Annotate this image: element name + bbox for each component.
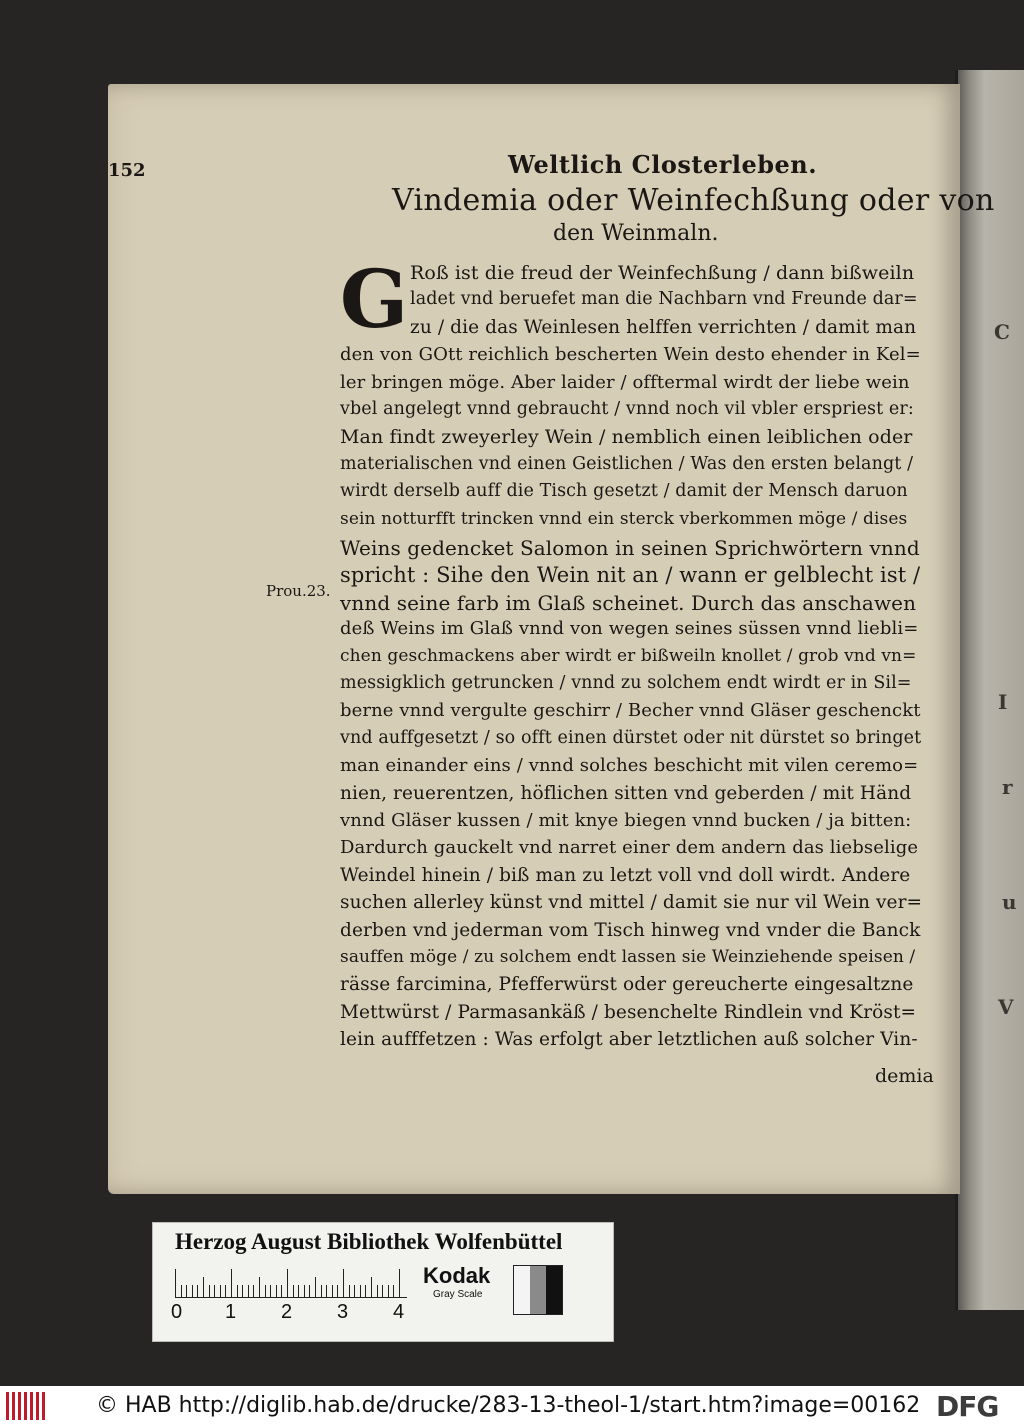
body-line: Mettwürst / Parmasankäß / besenchelte Rindlein vnd Kröst= <box>340 1001 917 1023</box>
ruler-tick <box>287 1269 288 1297</box>
ruler-tick <box>321 1285 322 1297</box>
ruler-number: 4 <box>393 1301 405 1323</box>
page-number: 152 <box>108 160 146 181</box>
ruler-tick <box>259 1277 260 1297</box>
ruler-tick <box>388 1285 389 1297</box>
body-line: Man findt zweyerley Wein / nemblich einen leiblichen oder <box>340 426 913 449</box>
body-line: zu / die das Weinlesen helffen verrichten / damit man <box>410 316 917 338</box>
ruler-tick <box>399 1269 400 1297</box>
facing-page-fragment: C <box>994 320 1010 344</box>
ruler-tick <box>293 1285 294 1297</box>
facing-page-edge <box>958 70 1024 1310</box>
chapter-heading-continuation: den Weinmaln. <box>553 221 719 246</box>
ruler-tick <box>203 1277 204 1297</box>
ruler-tick <box>365 1285 366 1297</box>
ruler-tick <box>332 1285 333 1297</box>
catchword: demia <box>875 1065 934 1087</box>
library-name: Herzog August Bibliothek Wolfenbüttel <box>175 1229 563 1254</box>
ruler-tick <box>337 1285 338 1297</box>
body-line: rässe farcimina, Pfefferwürst oder gereucherte eingesaltzne <box>340 974 914 996</box>
body-line: sein notturfft trincken vnnd ein sterck vberkommen möge / dises <box>340 508 908 529</box>
gray-patch <box>546 1266 562 1314</box>
body-line: ler bringen möge. Aber laider / offtermal wirdt der liebe wein <box>340 371 910 393</box>
ruler-number: 0 <box>171 1301 183 1323</box>
ruler-tick <box>231 1269 232 1297</box>
body-line: vnnd Gläser kussen / mit knye biegen vnnd bucken / ja bitten: <box>340 810 912 831</box>
ruler-tick <box>192 1285 193 1297</box>
body-line: derben vnd jederman vom Tisch hinweg vnd vnder die Banck <box>340 919 921 941</box>
kodak-logo: Kodak <box>423 1263 491 1288</box>
body-line: Weins gedencket Salomon in seinen Sprichwörtern vnnd <box>340 536 920 560</box>
ruler-tick <box>371 1277 372 1297</box>
ruler-tick <box>393 1285 394 1297</box>
ruler-tick <box>343 1269 344 1297</box>
ruler-tick <box>276 1285 277 1297</box>
ruler-tick <box>315 1277 316 1297</box>
ruler-tick <box>197 1285 198 1297</box>
ruler-tick <box>253 1285 254 1297</box>
body-line: vnd auffgesetzt / so offt einen dürstet oder nit dürstet so bringet <box>340 727 922 748</box>
facing-page-fragment: u <box>1002 890 1017 914</box>
ruler-tick <box>298 1285 299 1297</box>
kodak-gray-scale-label: Gray Scale <box>433 1289 483 1300</box>
ruler-tick <box>360 1285 361 1297</box>
measuring-ruler <box>175 1267 407 1298</box>
body-line: Dardurch gauckelt vnd narret einer dem andern das liebselige <box>340 837 919 859</box>
ruler-tick <box>382 1285 383 1297</box>
body-line: spricht : Sihe den Wein nit an / wann er gelblecht ist / <box>340 563 921 588</box>
ruler-number: 2 <box>281 1301 293 1323</box>
body-line: deß Weins im Glaß vnnd von wegen seines süssen vnnd liebli= <box>340 618 919 640</box>
ruler-tick <box>270 1285 271 1297</box>
margin-note: Prou.23. <box>266 582 331 600</box>
facing-page-fragment: I <box>998 690 1008 714</box>
body-line: vnnd seine farb im Glaß scheinet. Durch das anschawen <box>340 590 917 615</box>
ruler-tick <box>237 1285 238 1297</box>
ruler-tick <box>181 1285 182 1297</box>
ruler-tick <box>220 1285 221 1297</box>
ruler-tick <box>214 1285 215 1297</box>
body-line: suchen allerley künst vnd mittel / damit sie nur vil Wein ver= <box>340 892 923 914</box>
copyright-url[interactable]: © HAB http://diglib.hab.de/drucke/283-13-theol-1/start.htm?image=00162 <box>96 1393 921 1418</box>
ruler-tick <box>326 1285 327 1297</box>
body-line: berne vnnd vergulte geschirr / Becher vnnd Gläser geschenckt <box>340 700 921 722</box>
ruler-tick <box>265 1285 266 1297</box>
ruler-number: 1 <box>225 1301 237 1323</box>
body-line: materialischen vnd einen Geistlichen / Was den ersten belangt / <box>340 453 914 474</box>
body-line: nien, reuerentzen, höflichen sitten vnd geberden / mit Händ <box>340 782 912 804</box>
ruler-tick <box>209 1285 210 1297</box>
body-line: Weindel hinein / biß man zu letzt voll vnd doll wirdt. Andere <box>340 864 911 886</box>
ruler-tick <box>186 1285 187 1297</box>
ruler-tick <box>248 1285 249 1297</box>
body-line: messigklich getruncken / vnnd zu solchem endt wirdt er in Sil= <box>340 673 912 693</box>
body-line: wirdt derselb auff die Tisch gesetzt / damit der Mensch daruon <box>340 481 908 502</box>
facing-page-fragment: r <box>1002 775 1013 799</box>
body-line: vbel angelegt vnnd gebraucht / vnnd noch vil vbler erspriest er: <box>340 399 914 419</box>
gray-patch <box>530 1266 546 1314</box>
ruler-tick <box>281 1285 282 1297</box>
hab-logo-icon <box>6 1392 48 1420</box>
decorated-initial: G <box>339 252 409 346</box>
gray-patch <box>514 1266 530 1314</box>
library-label-strip <box>152 1222 614 1342</box>
chapter-heading: Vindemia oder Weinfechßung oder von <box>392 183 995 218</box>
ruler-number: 3 <box>337 1301 349 1323</box>
ruler-tick <box>242 1285 243 1297</box>
ruler-tick <box>304 1285 305 1297</box>
ruler-tick <box>354 1285 355 1297</box>
body-line: sauffen möge / zu solchem endt lassen sie Weinziehende speisen / <box>340 947 916 967</box>
facing-page-fragment: V <box>998 995 1014 1019</box>
body-line: lein aufffetzen : Was erfolgt aber letztlichen auß solcher Vin- <box>340 1029 918 1051</box>
body-line: den von GOtt reichlich bescherten Wein desto ehender in Kel= <box>340 344 921 366</box>
body-line: Roß ist die freud der Weinfechßung / dann bißweiln <box>410 262 915 284</box>
ruler-tick <box>225 1285 226 1297</box>
dfg-logo: DFG <box>936 1390 999 1423</box>
ruler-tick <box>377 1285 378 1297</box>
running-head: Weltlich Closterleben. <box>508 150 818 179</box>
ruler-tick <box>309 1285 310 1297</box>
gray-scale-patches <box>513 1265 563 1315</box>
body-line: ladet vnd beruefet man die Nachbarn vnd Freunde dar= <box>410 289 918 310</box>
ruler-tick <box>175 1269 176 1297</box>
body-line: chen geschmackens aber wirdt er bißweiln knollet / grob vnd vn= <box>340 645 917 666</box>
copyright-footer <box>0 1386 1024 1425</box>
ruler-tick <box>349 1285 350 1297</box>
body-line: man einander eins / vnnd solches beschicht mit vilen ceremo= <box>340 755 919 777</box>
